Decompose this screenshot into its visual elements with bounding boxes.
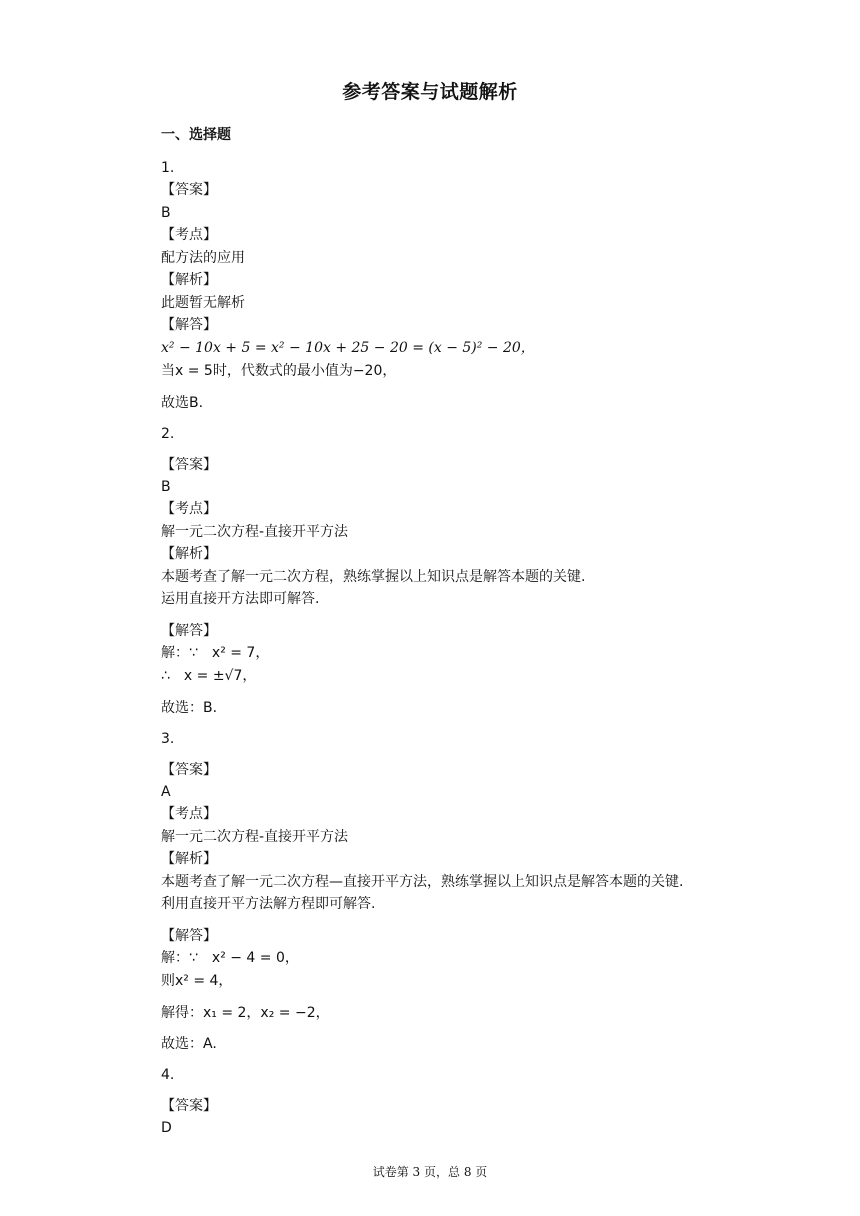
question-number: 4.: [161, 1067, 175, 1083]
solution-label: 【解答】: [161, 623, 217, 639]
topic-text: 解一元二次方程-直接开平方法: [161, 524, 349, 540]
solution-line: ∴ x = ±√7，: [161, 668, 257, 684]
solution-line: 则x² = 4，: [161, 973, 233, 989]
solution-line: 解：∵ x² − 4 = 0，: [161, 950, 299, 966]
analysis-text: 运用直接开方法即可解答.: [161, 591, 320, 607]
solution-label: 【解答】: [161, 928, 217, 944]
analysis-text: 此题暂无解析: [161, 295, 245, 311]
answer-value: A: [161, 784, 171, 800]
analysis-text: 本题考查了解一元二次方程—直接开平方法，熟练掌握以上知识点是解答本题的关键.: [161, 874, 684, 890]
answer-value: B: [161, 479, 171, 495]
analysis-text: 本题考查了解一元二次方程，熟练掌握以上知识点是解答本题的关键.: [161, 569, 586, 585]
question-number: 2.: [161, 426, 175, 442]
solution-label: 【解答】: [161, 317, 217, 333]
topic-label: 【考点】: [161, 806, 217, 822]
answer-label: 【答案】: [161, 1098, 217, 1114]
answer-label: 【答案】: [161, 457, 217, 473]
analysis-text: 利用直接开平方法解方程即可解答.: [161, 896, 376, 912]
question-number: 3.: [161, 731, 175, 747]
analysis-label: 【解析】: [161, 272, 217, 288]
solution-line: 故选：B.: [161, 700, 218, 716]
solution-line: 故选：A.: [161, 1036, 217, 1052]
solution-line: 当x = 5时，代数式的最小值为−20，: [161, 363, 397, 379]
solution-line: 故选B.: [161, 395, 204, 411]
topic-text: 解一元二次方程-直接开平方法: [161, 829, 349, 845]
topic-label: 【考点】: [161, 501, 217, 517]
section-heading: 一、选择题: [161, 127, 231, 143]
solution-line: x² − 10x + 5 = x² − 10x + 25 − 20 = (x − 5)² − 20，: [161, 340, 535, 356]
analysis-label: 【解析】: [161, 546, 217, 562]
answer-label: 【答案】: [161, 182, 217, 198]
solution-line: 解得：x₁ = 2，x₂ = −2，: [161, 1005, 330, 1021]
analysis-label: 【解析】: [161, 851, 217, 867]
answer-value: D: [161, 1120, 172, 1136]
page-title: 参考答案与试题解析: [342, 81, 518, 103]
question-number: 1.: [161, 160, 175, 176]
page-footer: 试卷第 3 页，总 8 页: [372, 1165, 488, 1179]
answer-value: B: [161, 205, 171, 221]
solution-line: 解：∵ x² = 7，: [161, 645, 270, 661]
topic-text: 配方法的应用: [161, 250, 245, 266]
answer-label: 【答案】: [161, 762, 217, 778]
topic-label: 【考点】: [161, 227, 217, 243]
